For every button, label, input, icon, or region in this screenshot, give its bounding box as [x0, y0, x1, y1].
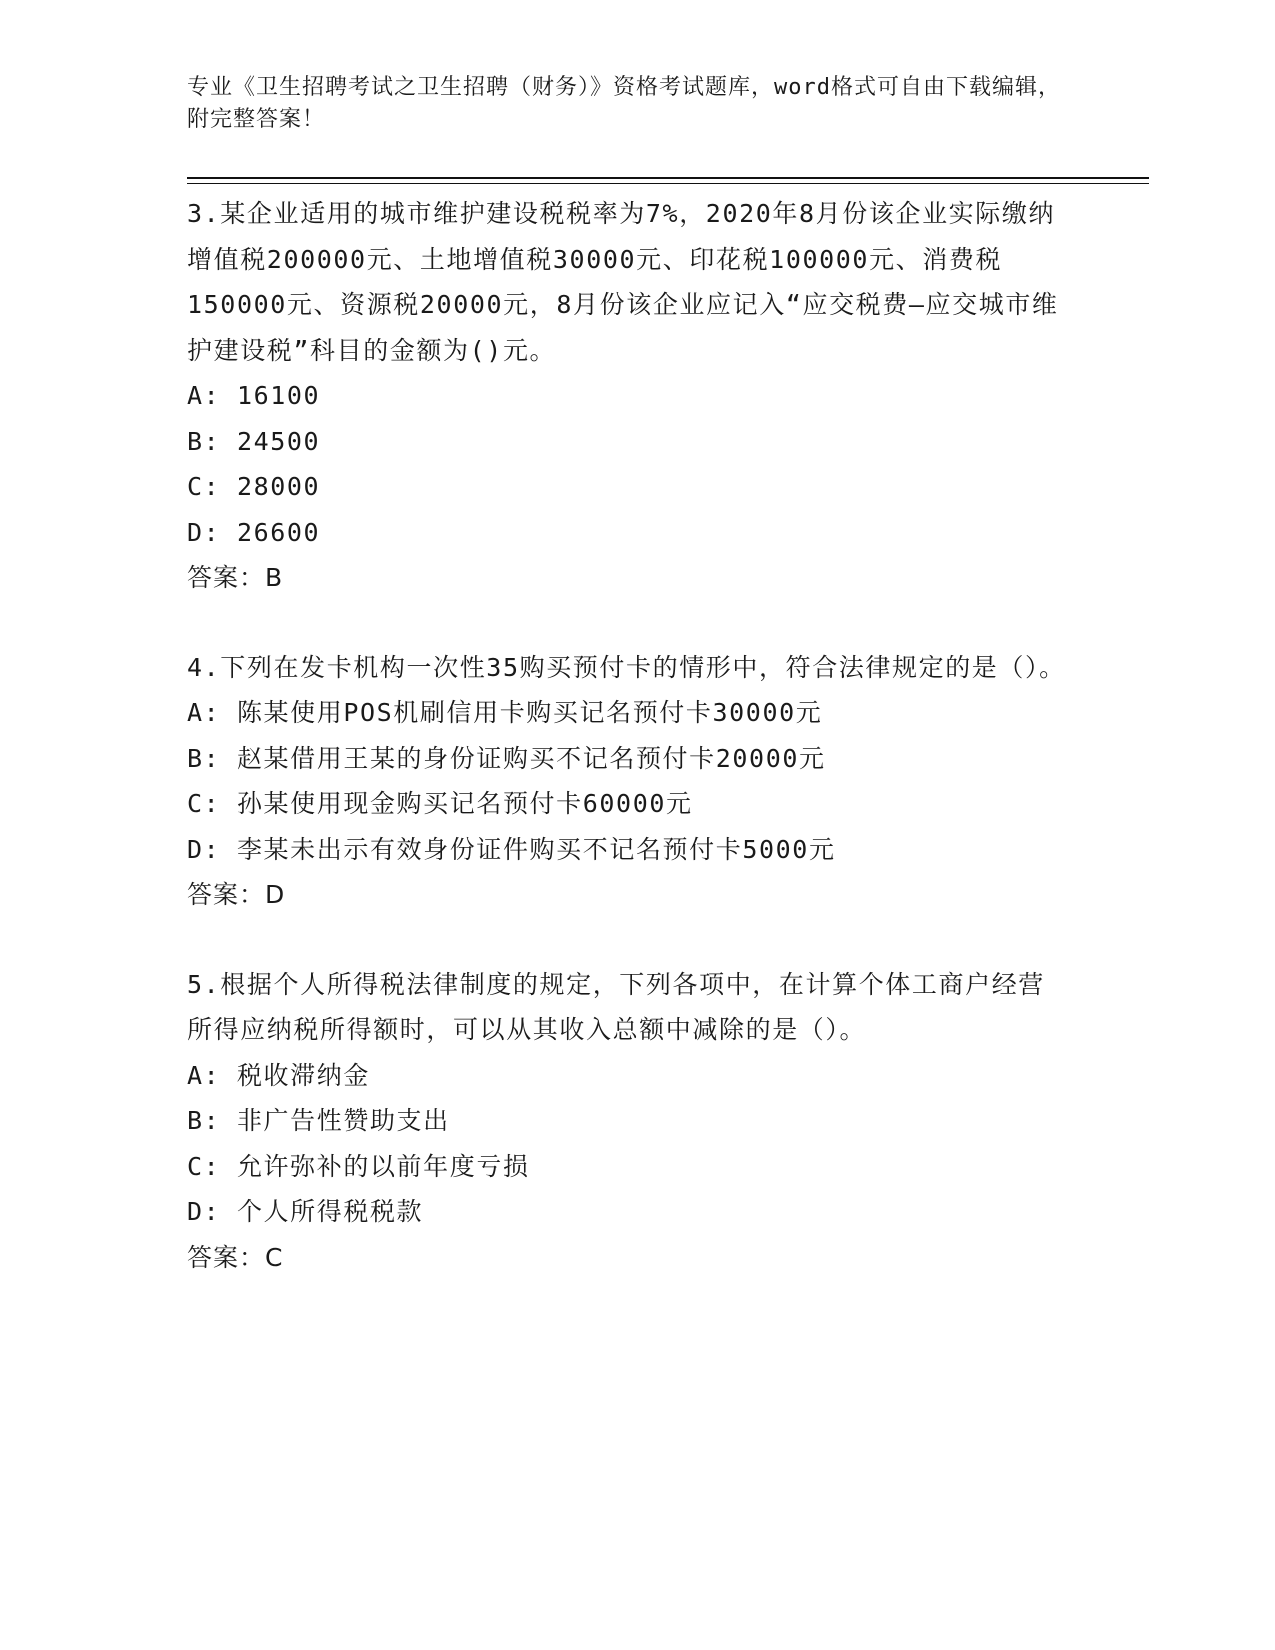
header-divider-thin — [187, 183, 1149, 184]
question-list — [187, 191, 1087, 1324]
question-text: 3.某企业适用的城市维护建设税税率为7%，2020年8月份该企业实际缴纳增值税200000元、土地增值税30000元、印花税100000元、消费税150000元、资源税20000元，8月份该企业应记入“应交税费—应交城市维护建设税”科目的金额为()元。 — [187, 199, 1059, 365]
answer-line: 答案：D — [187, 880, 286, 909]
option-d: D: 个人所得税税款 — [187, 1197, 424, 1226]
option-c: C: 28000 — [187, 472, 321, 501]
header-divider-thick — [187, 177, 1149, 179]
option-b: B: 24500 — [187, 426, 321, 456]
option-c: C: 允许弥补的以前年度亏损 — [187, 1151, 530, 1181]
question-5 — [187, 962, 1087, 1281]
answer-line: 答案：B — [187, 563, 284, 592]
answer-line: 答案：C — [187, 1242, 284, 1272]
option-b: B: 赵某借用王某的身份证购买不记名预付卡20000元 — [187, 743, 826, 773]
question-text: 5.根据个人所得税法律制度的规定，下列各项中，在计算个体工商户经营所得应纳税所得额时，可以从其收入总额中减除的是（）。 — [187, 969, 1045, 1044]
option-b: B: 非广告性赞助支出 — [187, 1106, 450, 1135]
question-3 — [187, 191, 1087, 601]
question-text: 4.下列在发卡机构一次性35购买预付卡的情形中，符合法律规定的是（）。 — [187, 652, 1066, 682]
option-a: A: 税收滞纳金 — [187, 1060, 370, 1090]
option-a: A: 陈某使用POS机刷信用卡购买记名预付卡30000元 — [187, 698, 823, 727]
option-d: D: 26600 — [187, 517, 321, 547]
option-d: D: 李某未出示有效身份证件购买不记名预付卡5000元 — [187, 834, 836, 864]
option-a: A: 16100 — [187, 381, 321, 410]
option-c: C: 孙某使用现金购买记名预付卡60000元 — [187, 789, 693, 818]
document-header: 专业《卫生招聘考试之卫生招聘（财务）》资格考试题库，word格式可自由下载编辑，附完整答案！ — [187, 75, 1061, 132]
question-4 — [187, 645, 1087, 918]
